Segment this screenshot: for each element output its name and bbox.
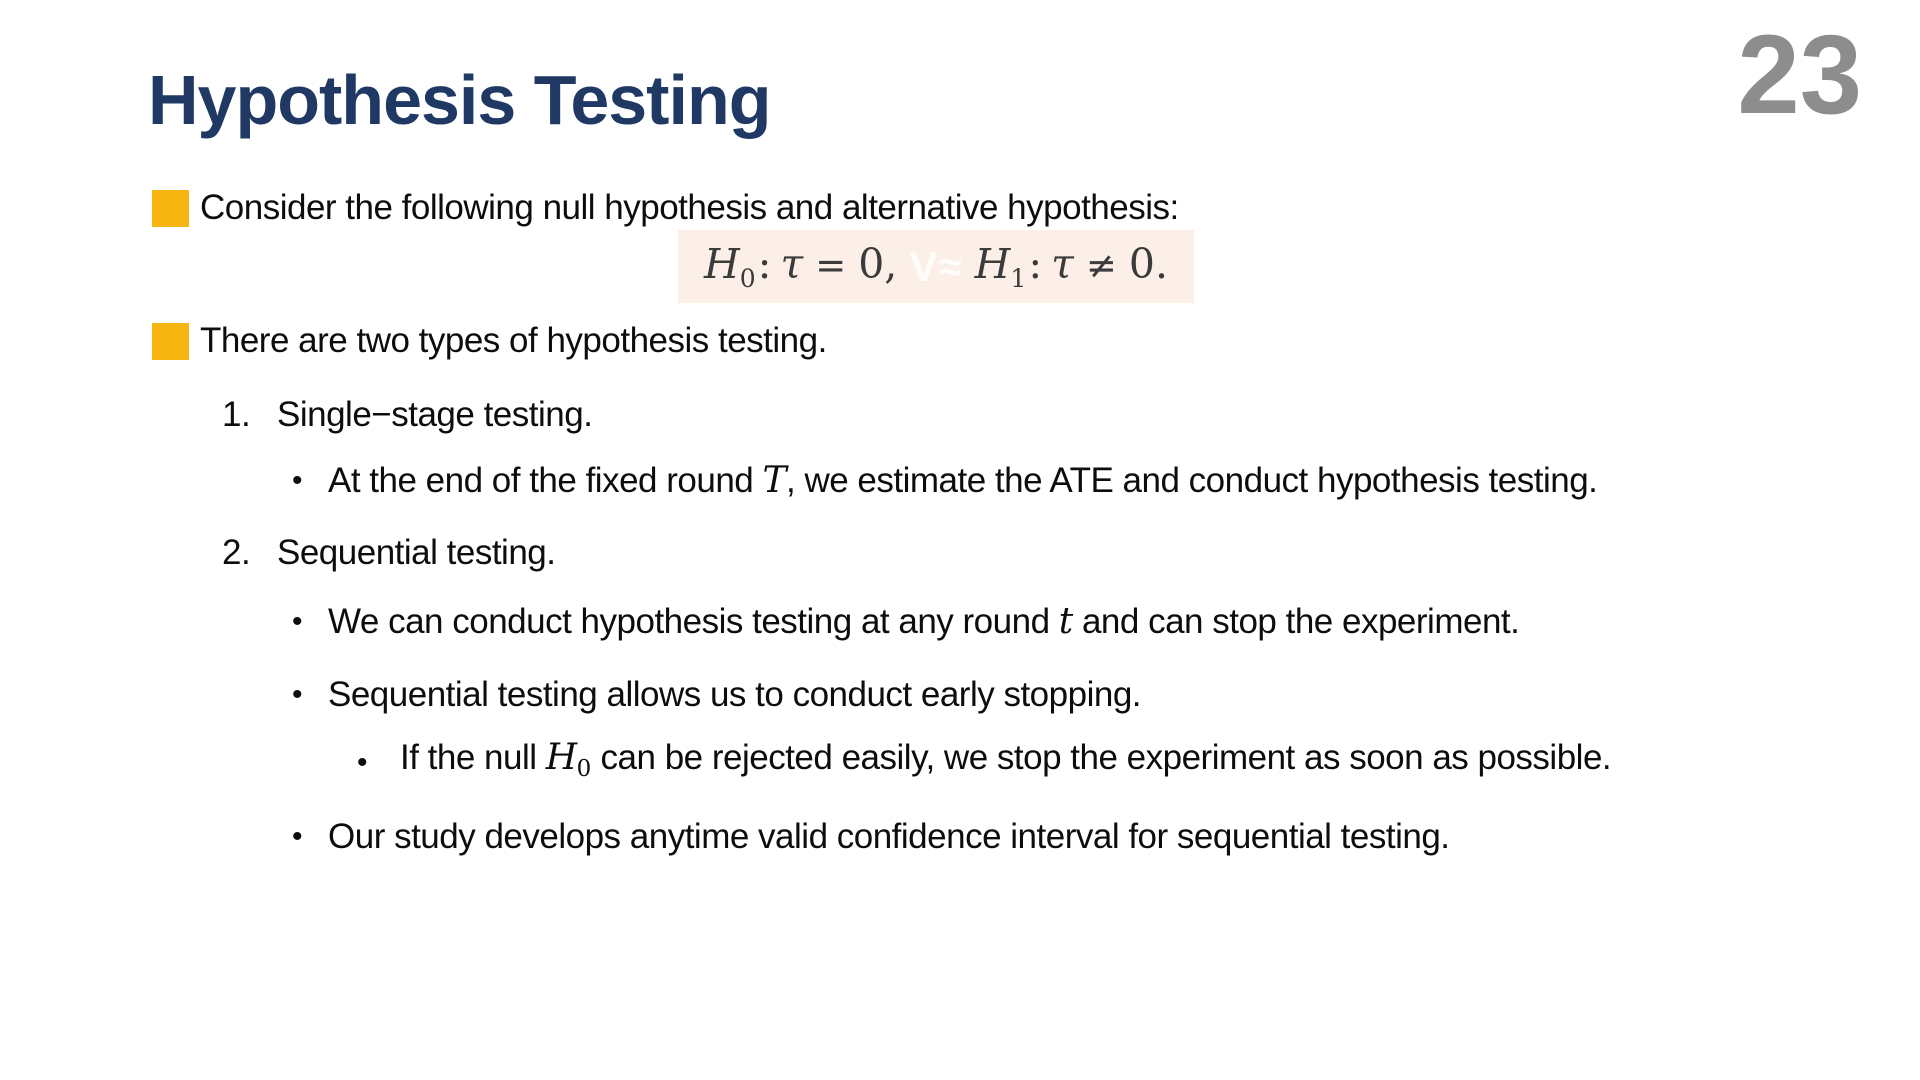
dot-bullet-icon: • (292, 678, 303, 711)
formula-variable: H (974, 240, 1011, 288)
formula-tau: τ (780, 240, 804, 288)
text-segment: At the end of the fixed round (328, 461, 763, 500)
formula-colon: : (1028, 240, 1043, 288)
math-variable-T: T (762, 460, 786, 501)
numbered-item-1 (0, 391, 1920, 439)
slide-number: 23 (1737, 12, 1862, 137)
dot-bullet-icon: • (292, 820, 303, 853)
sub-bullet-item (0, 457, 1920, 505)
sub-bullet-item (0, 671, 1920, 719)
text-segment: and can stop the experiment. (1072, 602, 1520, 641)
bullet-item (0, 317, 1920, 365)
sub-bullet-item (0, 598, 1920, 646)
list-number: 1. (222, 395, 251, 434)
sub-sub-bullet-item (0, 736, 1920, 787)
text-segment: We can conduct hypothesis testing at any round (328, 602, 1059, 641)
numbered-item-text: Single−stage testing. (277, 395, 593, 434)
bullet-item (0, 184, 1920, 232)
bullet-text: There are two types of hypothesis testing. (200, 321, 827, 360)
dot-bullet-icon: • (292, 464, 303, 497)
null-hypothesis-formula (704, 240, 897, 293)
formula-subscript: 0 (739, 264, 756, 293)
alternative-hypothesis-formula (975, 240, 1168, 293)
list-number: 2. (222, 533, 251, 572)
formula-variable: H (704, 240, 740, 288)
numbered-item-2 (0, 529, 1920, 577)
dot-bullet-icon: • (357, 746, 368, 779)
text-segment: If the null (400, 737, 546, 777)
math-subscript: 0 (576, 755, 592, 782)
formula-tau: τ (1051, 240, 1074, 288)
watermark: V≈ (909, 242, 963, 290)
hypothesis-formula-box (678, 230, 1194, 303)
math-variable-H: H (545, 736, 577, 778)
formula-value: 0, (858, 240, 898, 288)
formula-value: 0. (1128, 240, 1168, 288)
text-segment: , we estimate the ATE and conduct hypothesis testing. (786, 461, 1598, 500)
sub-bullet-text: Sequential testing allows us to conduct early stopping. (328, 675, 1142, 714)
formula-relation: ≠ (1085, 244, 1117, 287)
formula-relation: = (815, 244, 847, 287)
numbered-item-text: Sequential testing. (277, 533, 556, 572)
page-title: Hypothesis Testing (148, 61, 771, 139)
square-bullet-icon (152, 190, 189, 227)
text-segment: can be rejected easily, we stop the experiment as soon as possible. (591, 737, 1612, 777)
sub-bullet-item (0, 813, 1920, 861)
math-variable-t: t (1058, 601, 1073, 642)
sub-sub-bullet-text (400, 734, 1611, 793)
sub-bullet-text (328, 457, 1597, 505)
bullet-text: Consider the following null hypothesis and alternative hypothesis: (200, 188, 1179, 227)
formula-colon: : (757, 240, 772, 288)
sub-bullet-text: Our study develops anytime valid confidence interval for sequential testing. (328, 817, 1450, 856)
sub-bullet-text (328, 598, 1519, 646)
dot-bullet-icon: • (292, 605, 303, 638)
formula-subscript: 1 (1010, 264, 1027, 293)
square-bullet-icon (152, 323, 189, 360)
